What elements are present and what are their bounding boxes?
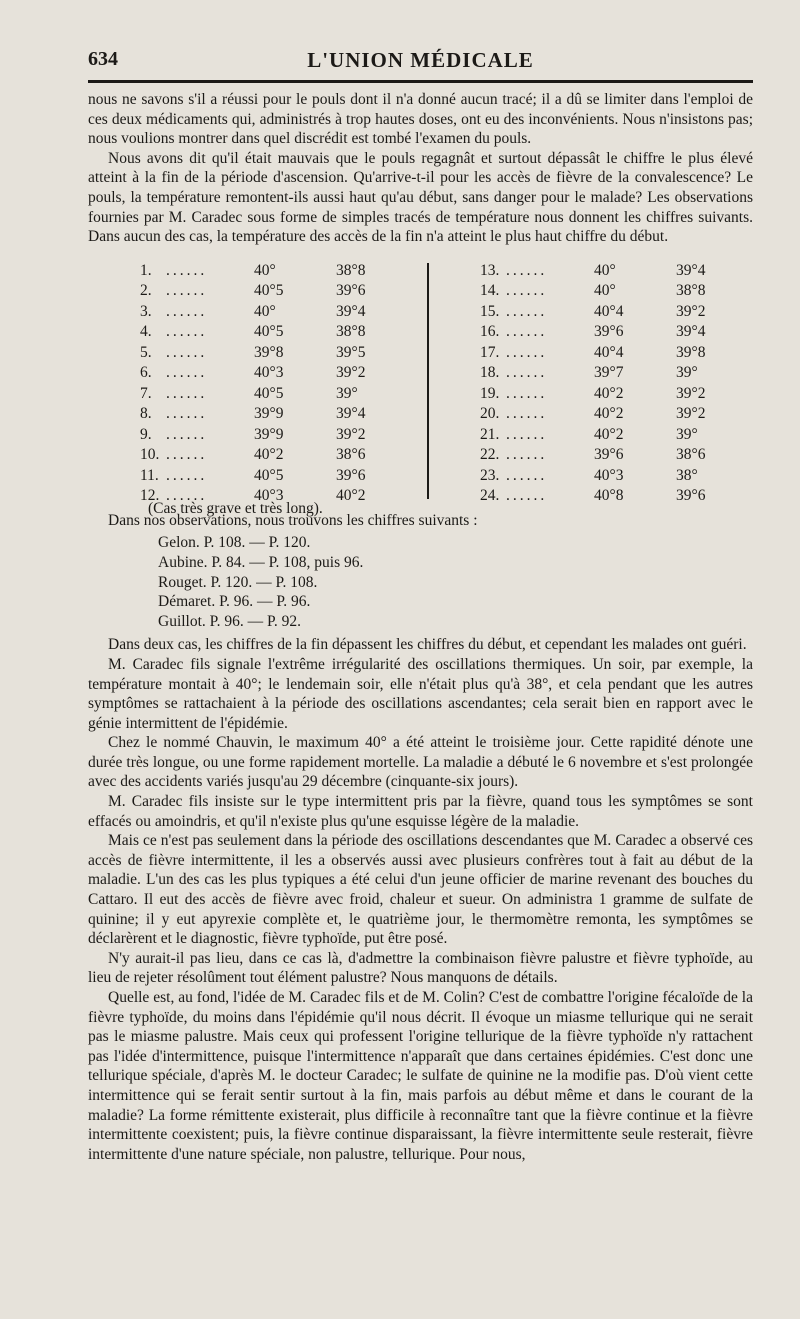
paragraph: Dans nos observations, nous trouvons les chiffres suivants : [108, 511, 478, 529]
case-number: 20. [480, 405, 500, 423]
temp-end: 39°8 [676, 343, 706, 361]
case-number: 7. [140, 384, 152, 402]
temp-start: 40° [254, 261, 276, 279]
temp-start: 40°5 [254, 282, 284, 300]
case-number: 18. [480, 364, 500, 382]
paragraph: Chez le nommé Chauvin, le maximum 40° a été atteint le troisième jour. Cette rapidité dénote une durée très longue, ou une forme rapidement mortelle. La maladie a débuté le 6 novembre et s'est prolongée avec des accidents variés jusqu'au 29 décembre (cinquante-six jours). [88, 734, 753, 791]
list-item: Guillot. P. 96. — P. 92. [158, 612, 301, 630]
leader-dots: ...... [166, 384, 208, 402]
case-number: 1. [140, 261, 152, 279]
leader-dots: ...... [166, 405, 208, 423]
case-number: 10. [140, 446, 160, 464]
temp-start: 39°9 [254, 425, 284, 443]
paragraph: Mais ce n'est pas seulement dans la période des oscillations descendantes que M. Caradec a observé ces accès de fièvre intermittente, il les a observés aussi avec plusieurs confrères tout à fait au début de la maladie. L'un des cas les plus typiques a été celui d'un jeune officier de marine revenant des bouches du Cattaro. Il eut des accès de fièvre avec froid, chaleur et sueur. On administra 1 gramme de sulfate de quinine; il y eut apyrexie complète et, le quatrième jour, le thermomètre remonta, les symptômes se déclarèrent et le diagnostic, fièvre typhoïde, put être posé. [88, 832, 753, 948]
leader-dots: ...... [166, 302, 208, 320]
leader-dots: ...... [506, 364, 548, 382]
table-note: (Cas très grave et très long). [148, 499, 323, 517]
leader-dots: ...... [506, 446, 548, 464]
temp-start: 39°6 [594, 323, 624, 341]
temp-end: 39°6 [336, 466, 366, 484]
case-number: 2. [140, 282, 152, 300]
leader-dots: ...... [166, 261, 208, 279]
leader-dots: ...... [506, 405, 548, 423]
table-row [140, 404, 440, 425]
temp-end: 38°6 [676, 446, 706, 464]
temp-end: 39°2 [676, 302, 706, 320]
temp-start: 40°2 [594, 384, 624, 402]
table-row [140, 384, 440, 405]
leader-dots: ...... [506, 487, 548, 505]
temp-start: 40°3 [594, 466, 624, 484]
temp-end: 40°2 [336, 487, 366, 505]
leader-dots: ...... [506, 323, 548, 341]
leader-dots: ...... [506, 261, 548, 279]
header-rule [88, 80, 753, 83]
article-body [88, 90, 753, 1164]
temp-start: 40°5 [254, 466, 284, 484]
temp-end: 39° [336, 384, 358, 402]
temp-end: 39°4 [676, 323, 706, 341]
temp-end: 38°8 [336, 323, 366, 341]
case-number: 12. [140, 487, 160, 505]
table-row [140, 302, 440, 323]
table-column-right [480, 261, 780, 507]
leader-dots: ...... [166, 282, 208, 300]
case-number: 14. [480, 282, 500, 300]
temp-start: 40°3 [254, 364, 284, 382]
table-row [140, 281, 440, 302]
temp-start: 40°5 [254, 323, 284, 341]
temp-end: 39°4 [336, 302, 366, 320]
temp-end: 39° [676, 364, 698, 382]
table-row [140, 343, 440, 364]
temp-start: 40°2 [594, 425, 624, 443]
temp-start: 40°4 [594, 302, 624, 320]
temp-end: 38°6 [336, 446, 366, 464]
temp-start: 39°9 [254, 405, 284, 423]
temperature-table [88, 261, 753, 517]
temp-end: 38°8 [336, 261, 366, 279]
table-row [480, 486, 780, 507]
table-row [480, 302, 780, 323]
table-row [140, 363, 440, 384]
table-row [480, 363, 780, 384]
leader-dots: ...... [506, 282, 548, 300]
leader-dots: ...... [166, 343, 208, 361]
leader-dots: ...... [506, 302, 548, 320]
paragraph: M. Caradec fils insiste sur le type intermittent pris par la fièvre, quand tous les symptômes se sont effacés ou amoindris, et qu'il n'existe plus qu'une esquisse légère de la maladie. [88, 793, 753, 830]
leader-dots: ...... [166, 466, 208, 484]
temp-end: 38° [676, 466, 698, 484]
leader-dots: ...... [166, 446, 208, 464]
temp-start: 40°8 [594, 487, 624, 505]
paragraph: N'y aurait-il pas lieu, dans ce cas là, d'admettre la combinaison fièvre palustre et fièvre typhoïde, au lieu de rejeter résolûment tout élément palustre? Nous manquons de détails. [88, 949, 753, 987]
temp-start: 40°2 [254, 446, 284, 464]
list-item: Aubine. P. 84. — P. 108, puis 96. [158, 553, 364, 571]
table-row [480, 384, 780, 405]
case-number: 11. [140, 466, 159, 484]
temp-end: 39°5 [336, 343, 366, 361]
table-row [480, 466, 780, 487]
case-number: 3. [140, 302, 152, 320]
pulse-list [158, 533, 753, 631]
leader-dots: ...... [506, 425, 548, 443]
leader-dots: ...... [166, 425, 208, 443]
temp-start: 40° [254, 302, 276, 320]
case-number: 4. [140, 323, 152, 341]
table-row [480, 343, 780, 364]
leader-dots: ...... [166, 487, 208, 505]
temp-end: 39°6 [676, 487, 706, 505]
table-row [480, 445, 780, 466]
leader-dots: ...... [166, 364, 208, 382]
case-number: 17. [480, 343, 500, 361]
case-number: 23. [480, 466, 500, 484]
paragraph: Quelle est, au fond, l'idée de M. Caradec fils et de M. Colin? C'est de combattre l'origine fécaloïde de la fièvre typhoïde, du moins dans l'épidémie qu'il nous décrit. Il évoque un miasme tellurique qui ne serait pas le miasme palustre. Mais ceux qui professent l'origine tellurique de la fièvre typhoïde n'y rattachent pas l'idée d'intermittence, puisque l'intermittence n'apparaît que dans certaines épidémies. C'est donc une tellurique spéciale, d'après M. le docteur Caradec; le sulfate de quinine ne la modifie pas. D'où vient cette intermittence qui se ferait sentir surtout à la fin, mais parfois au début même et dans le courant de la maladie? La forme rémittente existerait, plus difficile à reconnaître tant que la fièvre continue et la fièvre intermittente coexistent; puis, la fièvre continue disparaissant, la fièvre intermittente seule resterait, fièvre intermittente d'une nature spéciale, non palustre, tellurique. Pour nous, [88, 989, 753, 1163]
case-number: 6. [140, 364, 152, 382]
leader-dots: ...... [506, 343, 548, 361]
page-number: 634 [88, 48, 118, 70]
case-number: 5. [140, 343, 152, 361]
paragraph: nous ne savons s'il a réussi pour le pouls dont il n'a donné aucun tracé; il a dû se limiter dans l'emploi de ces deux médicaments qui, administrés à trop hautes doses, ont eu des inconvénients. Nous n'insistons pas; nous voulions montrer dans quel discrédit est tombé l'examen du pouls. [88, 91, 753, 148]
temp-end: 39° [676, 425, 698, 443]
table-row [140, 261, 440, 282]
table-row [480, 261, 780, 282]
temp-start: 40°3 [254, 487, 284, 505]
temp-start: 39°7 [594, 364, 624, 382]
table-row [480, 281, 780, 302]
temp-start: 40°2 [594, 405, 624, 423]
case-number: 9. [140, 425, 152, 443]
leader-dots: ...... [166, 323, 208, 341]
temp-end: 39°4 [336, 405, 366, 423]
table-row [140, 445, 440, 466]
paragraph: M. Caradec fils signale l'extrême irrégularité des oscillations thermiques. Un soir, par exemple, la température montait à 40°; le lendemain soir, elle n'était plus qu'à 38°, et cela pendant que les autres symptômes se rattachaient à la période des oscillations ascendantes; cela serait bien en rapport avec le génie intermittent de l'épidémie. [88, 655, 753, 732]
case-number: 19. [480, 384, 500, 402]
list-item: Gelon. P. 108. — P. 120. [158, 534, 311, 552]
case-number: 24. [480, 487, 500, 505]
leader-dots: ...... [506, 466, 548, 484]
paragraph: Dans deux cas, les chiffres de la fin dépassent les chiffres du début, et cependant les malades ont guéri. [108, 636, 747, 654]
temp-end: 39°2 [676, 405, 706, 423]
temp-end: 39°4 [676, 261, 706, 279]
table-row [480, 425, 780, 446]
running-title: L'UNION MÉDICALE [307, 48, 534, 72]
list-item: Rouget. P. 120. — P. 108. [158, 573, 318, 591]
temp-end: 38°8 [676, 282, 706, 300]
column-divider [427, 263, 429, 499]
table-column-left [140, 261, 440, 507]
list-item: Démaret. P. 96. — P. 96. [158, 593, 311, 611]
page-header [88, 44, 753, 76]
temp-start: 40°4 [594, 343, 624, 361]
table-row [140, 425, 440, 446]
temp-end: 39°2 [336, 425, 366, 443]
temp-start: 39°8 [254, 343, 284, 361]
case-number: 22. [480, 446, 500, 464]
paragraph: Nous avons dit qu'il était mauvais que le pouls regagnât et surtout dépassât le chiffre le plus élevé atteint à la fin de la période d'ascension. Qu'arrive-t-il pour les accès de fièvre de la convalescence? Le pouls, la température remontent-ils aussi haut qu'au début, sans danger pour le malade? Les observations fournies par M. Caradec sous forme de simples tracés de température nous donnent les chiffres suivants. Dans aucun des cas, la température des accès de la fin n'a atteint le plus haut chiffre du début. [88, 149, 753, 246]
case-number: 13. [480, 261, 500, 279]
temp-start: 40° [594, 261, 616, 279]
case-number: 8. [140, 405, 152, 423]
table-row [140, 322, 440, 343]
leader-dots: ...... [506, 384, 548, 402]
temp-start: 40°5 [254, 384, 284, 402]
temp-end: 39°2 [676, 384, 706, 402]
case-number: 15. [480, 302, 500, 320]
temp-start: 39°6 [594, 446, 624, 464]
table-row [480, 404, 780, 425]
temp-end: 39°2 [336, 364, 366, 382]
temp-start: 40° [594, 282, 616, 300]
case-number: 16. [480, 323, 500, 341]
table-row [480, 322, 780, 343]
table-row [140, 466, 440, 487]
temp-end: 39°6 [336, 282, 366, 300]
case-number: 21. [480, 425, 500, 443]
